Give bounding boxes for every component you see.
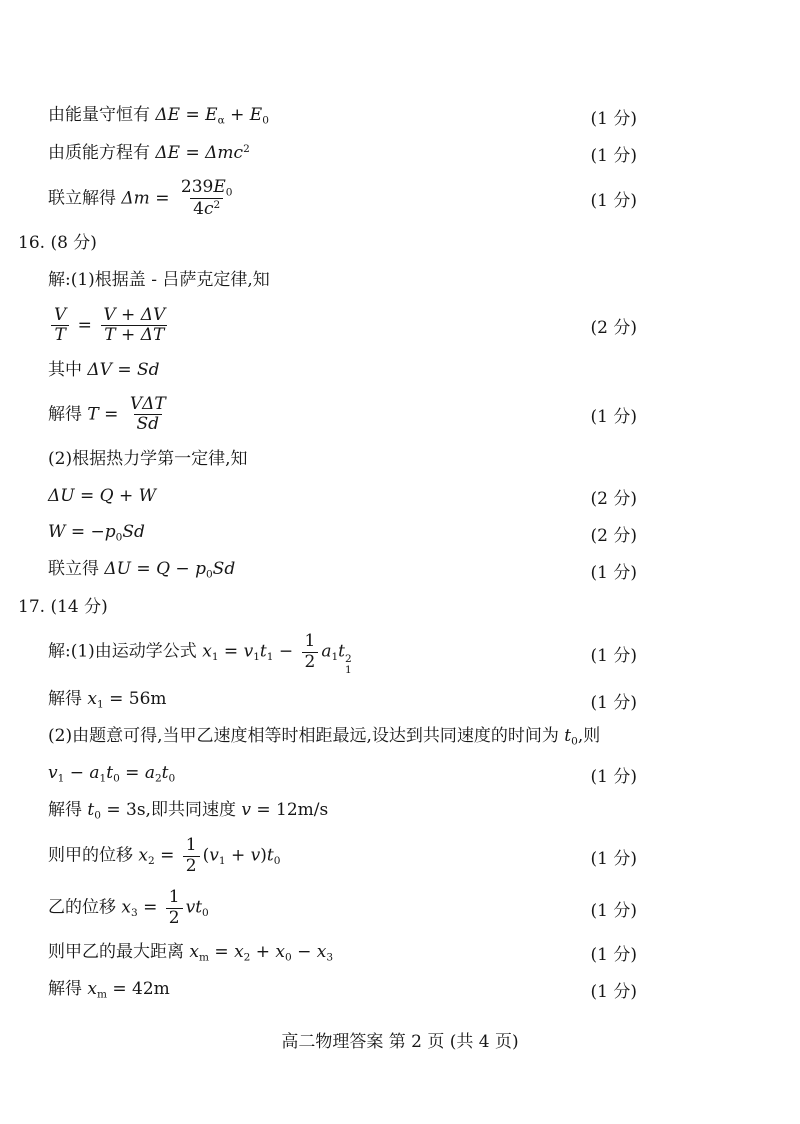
math-operand: = bbox=[154, 845, 180, 866]
fraction-denominator bbox=[134, 414, 163, 435]
line-content bbox=[48, 836, 579, 876]
math-variable: W bbox=[48, 522, 66, 543]
math-variable: vt bbox=[185, 897, 203, 918]
text-run: ,则 bbox=[577, 726, 601, 747]
subscript: 1 bbox=[218, 854, 226, 867]
answer-line bbox=[48, 269, 637, 294]
text-run: (2)根据热力学第一定律,知 bbox=[48, 448, 248, 469]
subscript: 3 bbox=[131, 906, 138, 919]
answer-line bbox=[48, 836, 637, 876]
superscript: 2 bbox=[213, 199, 221, 212]
math-variable: V bbox=[54, 304, 67, 325]
math-operand: = − bbox=[65, 522, 105, 543]
math-operand: − bbox=[170, 559, 196, 580]
math-operand: = bbox=[137, 897, 163, 918]
math-operand: − bbox=[291, 941, 317, 962]
text-run: 由质能方程有 bbox=[48, 142, 156, 163]
text-run: 解得 bbox=[48, 800, 88, 821]
math-variable: v bbox=[243, 641, 254, 662]
math-variable: ΔV bbox=[87, 359, 112, 380]
math-variable: v bbox=[209, 845, 219, 866]
subscript: 0 bbox=[285, 950, 292, 963]
subscript: 1 bbox=[345, 663, 352, 676]
math-operand: = bbox=[180, 105, 206, 126]
fraction-denominator bbox=[51, 325, 68, 346]
math-operand: = 42m bbox=[107, 978, 170, 999]
math-variable: T bbox=[87, 404, 99, 425]
answer-line bbox=[48, 558, 637, 583]
fraction bbox=[100, 306, 168, 346]
math-variable: x bbox=[316, 941, 327, 962]
math-operand: + bbox=[115, 325, 141, 346]
answer-line bbox=[48, 632, 637, 676]
math-operand: + bbox=[225, 845, 251, 866]
subscript: 0 bbox=[113, 772, 120, 785]
score-label: (1 分) bbox=[590, 109, 637, 129]
subscript: m bbox=[199, 950, 209, 963]
answer-line bbox=[48, 484, 637, 509]
math-variable: E bbox=[205, 105, 218, 126]
math-variable: x bbox=[189, 941, 199, 962]
subscript: α bbox=[217, 114, 225, 127]
math-variable: x bbox=[138, 845, 148, 866]
math-variable: E bbox=[249, 105, 263, 126]
fraction bbox=[51, 306, 69, 346]
text-run: 联立解得 bbox=[48, 188, 122, 209]
math-operand: = 12m/s bbox=[250, 800, 329, 821]
answer-line bbox=[48, 977, 637, 1002]
score-label: (1 分) bbox=[590, 646, 637, 667]
text-run: 16. (8 分) bbox=[18, 233, 97, 254]
math-variable: v bbox=[48, 763, 58, 784]
fraction-numerator bbox=[178, 178, 236, 198]
math-variable: p bbox=[195, 559, 206, 580]
answer-line bbox=[48, 762, 637, 787]
answer-line bbox=[48, 940, 637, 965]
answer-line bbox=[48, 104, 637, 129]
score-label: (1 分) bbox=[590, 191, 637, 212]
fraction-denominator bbox=[101, 325, 167, 346]
subscript: 1 bbox=[57, 772, 65, 785]
subscript: 1 bbox=[253, 650, 260, 663]
answer-line bbox=[48, 141, 637, 166]
subscript: 0 bbox=[94, 809, 101, 822]
answer-line bbox=[48, 178, 637, 220]
text-run: 17. (14 分) bbox=[18, 596, 108, 617]
answer-line bbox=[48, 358, 637, 383]
math-variable: x bbox=[275, 941, 286, 962]
line-content bbox=[48, 306, 579, 346]
math-operand: + bbox=[115, 304, 141, 325]
math-variable: ΔU bbox=[104, 559, 132, 580]
math-variable: t bbox=[106, 763, 114, 784]
math-variable: x bbox=[121, 897, 131, 918]
fraction-numerator bbox=[51, 306, 69, 326]
answer-line bbox=[48, 799, 637, 824]
math-variable: Q bbox=[156, 559, 171, 580]
math-variable: T bbox=[54, 325, 66, 346]
score-label: (1 分) bbox=[590, 692, 637, 713]
math-operand: 239 bbox=[180, 177, 214, 197]
math-operand: = bbox=[74, 485, 100, 506]
text-run: 解得 bbox=[48, 689, 88, 710]
line-content bbox=[18, 232, 637, 256]
math-variable: t bbox=[266, 845, 274, 866]
text-run: 则甲的位移 bbox=[48, 845, 139, 866]
math-variable: c bbox=[203, 199, 214, 220]
answer-line bbox=[48, 688, 637, 713]
line-content bbox=[48, 142, 579, 166]
subscript: 0 bbox=[202, 906, 209, 919]
math-variable: a bbox=[144, 763, 155, 784]
line-content bbox=[48, 762, 579, 786]
subscript: 1 bbox=[99, 772, 107, 785]
fraction-numerator bbox=[183, 836, 200, 856]
answer-line bbox=[48, 725, 637, 750]
math-variable: p bbox=[104, 522, 116, 543]
math-operand: = bbox=[149, 188, 175, 209]
fraction bbox=[127, 395, 169, 435]
math-operand: = 56m bbox=[103, 689, 167, 710]
line-content bbox=[48, 485, 579, 509]
math-variable: x bbox=[87, 978, 97, 999]
text-run: 解:(1)由运动学公式 bbox=[48, 641, 203, 662]
text-run: 乙的位移 bbox=[48, 897, 122, 918]
line-content bbox=[48, 448, 637, 472]
text-run: 联立得 bbox=[48, 559, 105, 580]
text-run: ,即共同速度 bbox=[145, 800, 242, 821]
answer-line bbox=[48, 521, 637, 546]
subscript: 1 bbox=[97, 698, 104, 711]
subscript: 1 bbox=[331, 650, 339, 663]
sub-sup-stack bbox=[345, 654, 352, 676]
math-operand: = bbox=[111, 359, 138, 380]
math-operand: + bbox=[113, 485, 139, 506]
math-variable: Sd bbox=[136, 414, 160, 435]
fraction-numerator bbox=[166, 888, 183, 908]
subscript: 0 bbox=[115, 531, 123, 544]
math-variable: Q bbox=[99, 485, 114, 506]
math-variable: v bbox=[250, 845, 261, 866]
math-variable: ΔE bbox=[155, 105, 181, 126]
math-operand: + bbox=[224, 105, 250, 126]
line-content bbox=[48, 395, 579, 435]
math-variable: T bbox=[104, 325, 116, 346]
fraction-denominator bbox=[302, 652, 319, 673]
math-operand: 2 bbox=[185, 855, 197, 876]
math-variable: V bbox=[103, 304, 116, 325]
math-operand: = 3s bbox=[100, 800, 146, 821]
score-label: (1 分) bbox=[590, 982, 637, 1003]
math-operand: = bbox=[72, 315, 98, 336]
text-run: 则甲乙的最大距离 bbox=[48, 941, 190, 962]
superscript: 2 bbox=[243, 142, 250, 155]
subscript: 1 bbox=[211, 650, 219, 663]
math-variable: t bbox=[87, 800, 95, 821]
math-variable: x bbox=[87, 689, 97, 710]
answer-line bbox=[48, 306, 637, 346]
line-content bbox=[48, 521, 579, 545]
question-heading bbox=[18, 595, 637, 620]
score-label: (1 分) bbox=[590, 766, 637, 787]
score-label: (1 分) bbox=[590, 945, 637, 966]
text-run: 解得 bbox=[48, 978, 88, 999]
math-operand: = bbox=[180, 142, 206, 163]
line-content bbox=[48, 888, 579, 928]
subscript: m bbox=[97, 987, 107, 1000]
math-variable: x bbox=[202, 641, 212, 662]
score-label: (2 分) bbox=[590, 526, 637, 547]
score-label: (1 分) bbox=[590, 407, 637, 428]
line-content bbox=[48, 632, 579, 676]
math-variable: t bbox=[161, 763, 169, 784]
score-label: (1 分) bbox=[590, 848, 637, 869]
math-operand: 2 bbox=[168, 907, 180, 928]
subscript: 0 bbox=[168, 772, 176, 785]
math-variable: Δmc bbox=[205, 142, 244, 163]
superscript: 2 bbox=[345, 652, 352, 665]
fraction-denominator bbox=[183, 856, 200, 877]
math-variable: ΔE bbox=[155, 142, 181, 163]
line-content bbox=[48, 558, 579, 582]
math-operand: ) bbox=[260, 845, 267, 866]
math-variable: ΔV bbox=[140, 304, 166, 325]
line-content bbox=[18, 596, 637, 620]
math-variable: ΔT bbox=[140, 325, 165, 346]
math-variable: Sd bbox=[137, 359, 160, 380]
subscript: 0 bbox=[205, 568, 213, 581]
score-label: (1 分) bbox=[590, 900, 637, 921]
fraction-denominator bbox=[166, 908, 183, 929]
math-operand: = bbox=[218, 641, 244, 662]
math-operand: = bbox=[131, 559, 157, 580]
math-variable: ΔU bbox=[48, 485, 75, 506]
math-variable: E bbox=[213, 177, 226, 197]
text-run: 解:(1)根据盖 - 吕萨克定律,知 bbox=[48, 270, 270, 291]
answer-line bbox=[48, 395, 637, 435]
line-content bbox=[48, 178, 579, 220]
score-label: (1 分) bbox=[590, 146, 637, 166]
fraction bbox=[183, 836, 200, 876]
math-operand: − bbox=[64, 763, 90, 784]
subscript: 2 bbox=[148, 854, 155, 867]
math-variable: Sd bbox=[212, 559, 236, 580]
fraction bbox=[178, 178, 236, 220]
math-variable: W bbox=[138, 485, 157, 506]
answer-lines bbox=[18, 104, 637, 1003]
subscript: 0 bbox=[571, 735, 578, 748]
math-operand: 2 bbox=[304, 651, 316, 672]
score-label: (2 分) bbox=[590, 318, 637, 339]
answer-line bbox=[48, 447, 637, 472]
page-footer: 高二物理答案 第 2 页 (共 4 页) bbox=[281, 1032, 519, 1052]
text-run: (2)由题意可得,当甲乙速度相等时相距最远,设达到共同速度的时间为 bbox=[48, 726, 565, 747]
math-operand: = bbox=[119, 763, 145, 784]
math-variable: x bbox=[234, 941, 244, 962]
line-content bbox=[48, 359, 637, 383]
text-run: 由能量守恒有 bbox=[48, 105, 156, 126]
math-operand: 1 bbox=[168, 887, 180, 908]
fraction-numerator bbox=[100, 306, 168, 326]
line-content bbox=[48, 978, 579, 1002]
fraction-denominator bbox=[190, 198, 223, 219]
math-variable: v bbox=[241, 800, 251, 821]
math-operand: 4 bbox=[193, 199, 204, 220]
subscript: 0 bbox=[273, 854, 281, 867]
line-content bbox=[48, 941, 579, 965]
text-run: 其中 bbox=[48, 359, 88, 380]
subscript: 0 bbox=[225, 186, 233, 199]
score-label: (2 分) bbox=[590, 489, 637, 510]
math-operand: ( bbox=[202, 845, 210, 866]
math-operand: + bbox=[250, 941, 276, 962]
math-operand: 1 bbox=[185, 834, 197, 855]
math-operand: 1 bbox=[304, 631, 316, 652]
text-run: 解得 bbox=[48, 404, 88, 425]
answer-line bbox=[48, 888, 637, 928]
math-variable: t bbox=[564, 726, 572, 747]
subscript: 2 bbox=[243, 950, 251, 963]
line-content bbox=[48, 725, 637, 749]
subscript: 1 bbox=[266, 650, 274, 663]
fraction bbox=[166, 888, 183, 928]
fraction bbox=[302, 632, 319, 672]
math-variable: Sd bbox=[122, 522, 145, 543]
subscript: 2 bbox=[154, 772, 162, 785]
subscript: 3 bbox=[326, 950, 334, 963]
math-operand: − bbox=[273, 641, 299, 662]
line-content bbox=[48, 688, 579, 712]
line-content bbox=[48, 104, 579, 128]
math-variable: t bbox=[259, 641, 267, 662]
fraction-numerator bbox=[302, 632, 319, 652]
math-variable: a bbox=[321, 641, 332, 662]
math-variable: Δm bbox=[121, 188, 150, 209]
score-label: (1 分) bbox=[590, 563, 637, 584]
math-variable: t bbox=[338, 641, 346, 662]
line-content bbox=[48, 269, 637, 293]
math-operand: = bbox=[209, 941, 235, 962]
math-variable: a bbox=[89, 763, 100, 784]
line-content bbox=[48, 799, 637, 823]
math-variable: VΔT bbox=[129, 393, 166, 414]
question-heading bbox=[18, 232, 637, 257]
math-operand: = bbox=[98, 404, 124, 425]
subscript: 0 bbox=[262, 114, 269, 127]
fraction-numerator bbox=[127, 395, 169, 415]
